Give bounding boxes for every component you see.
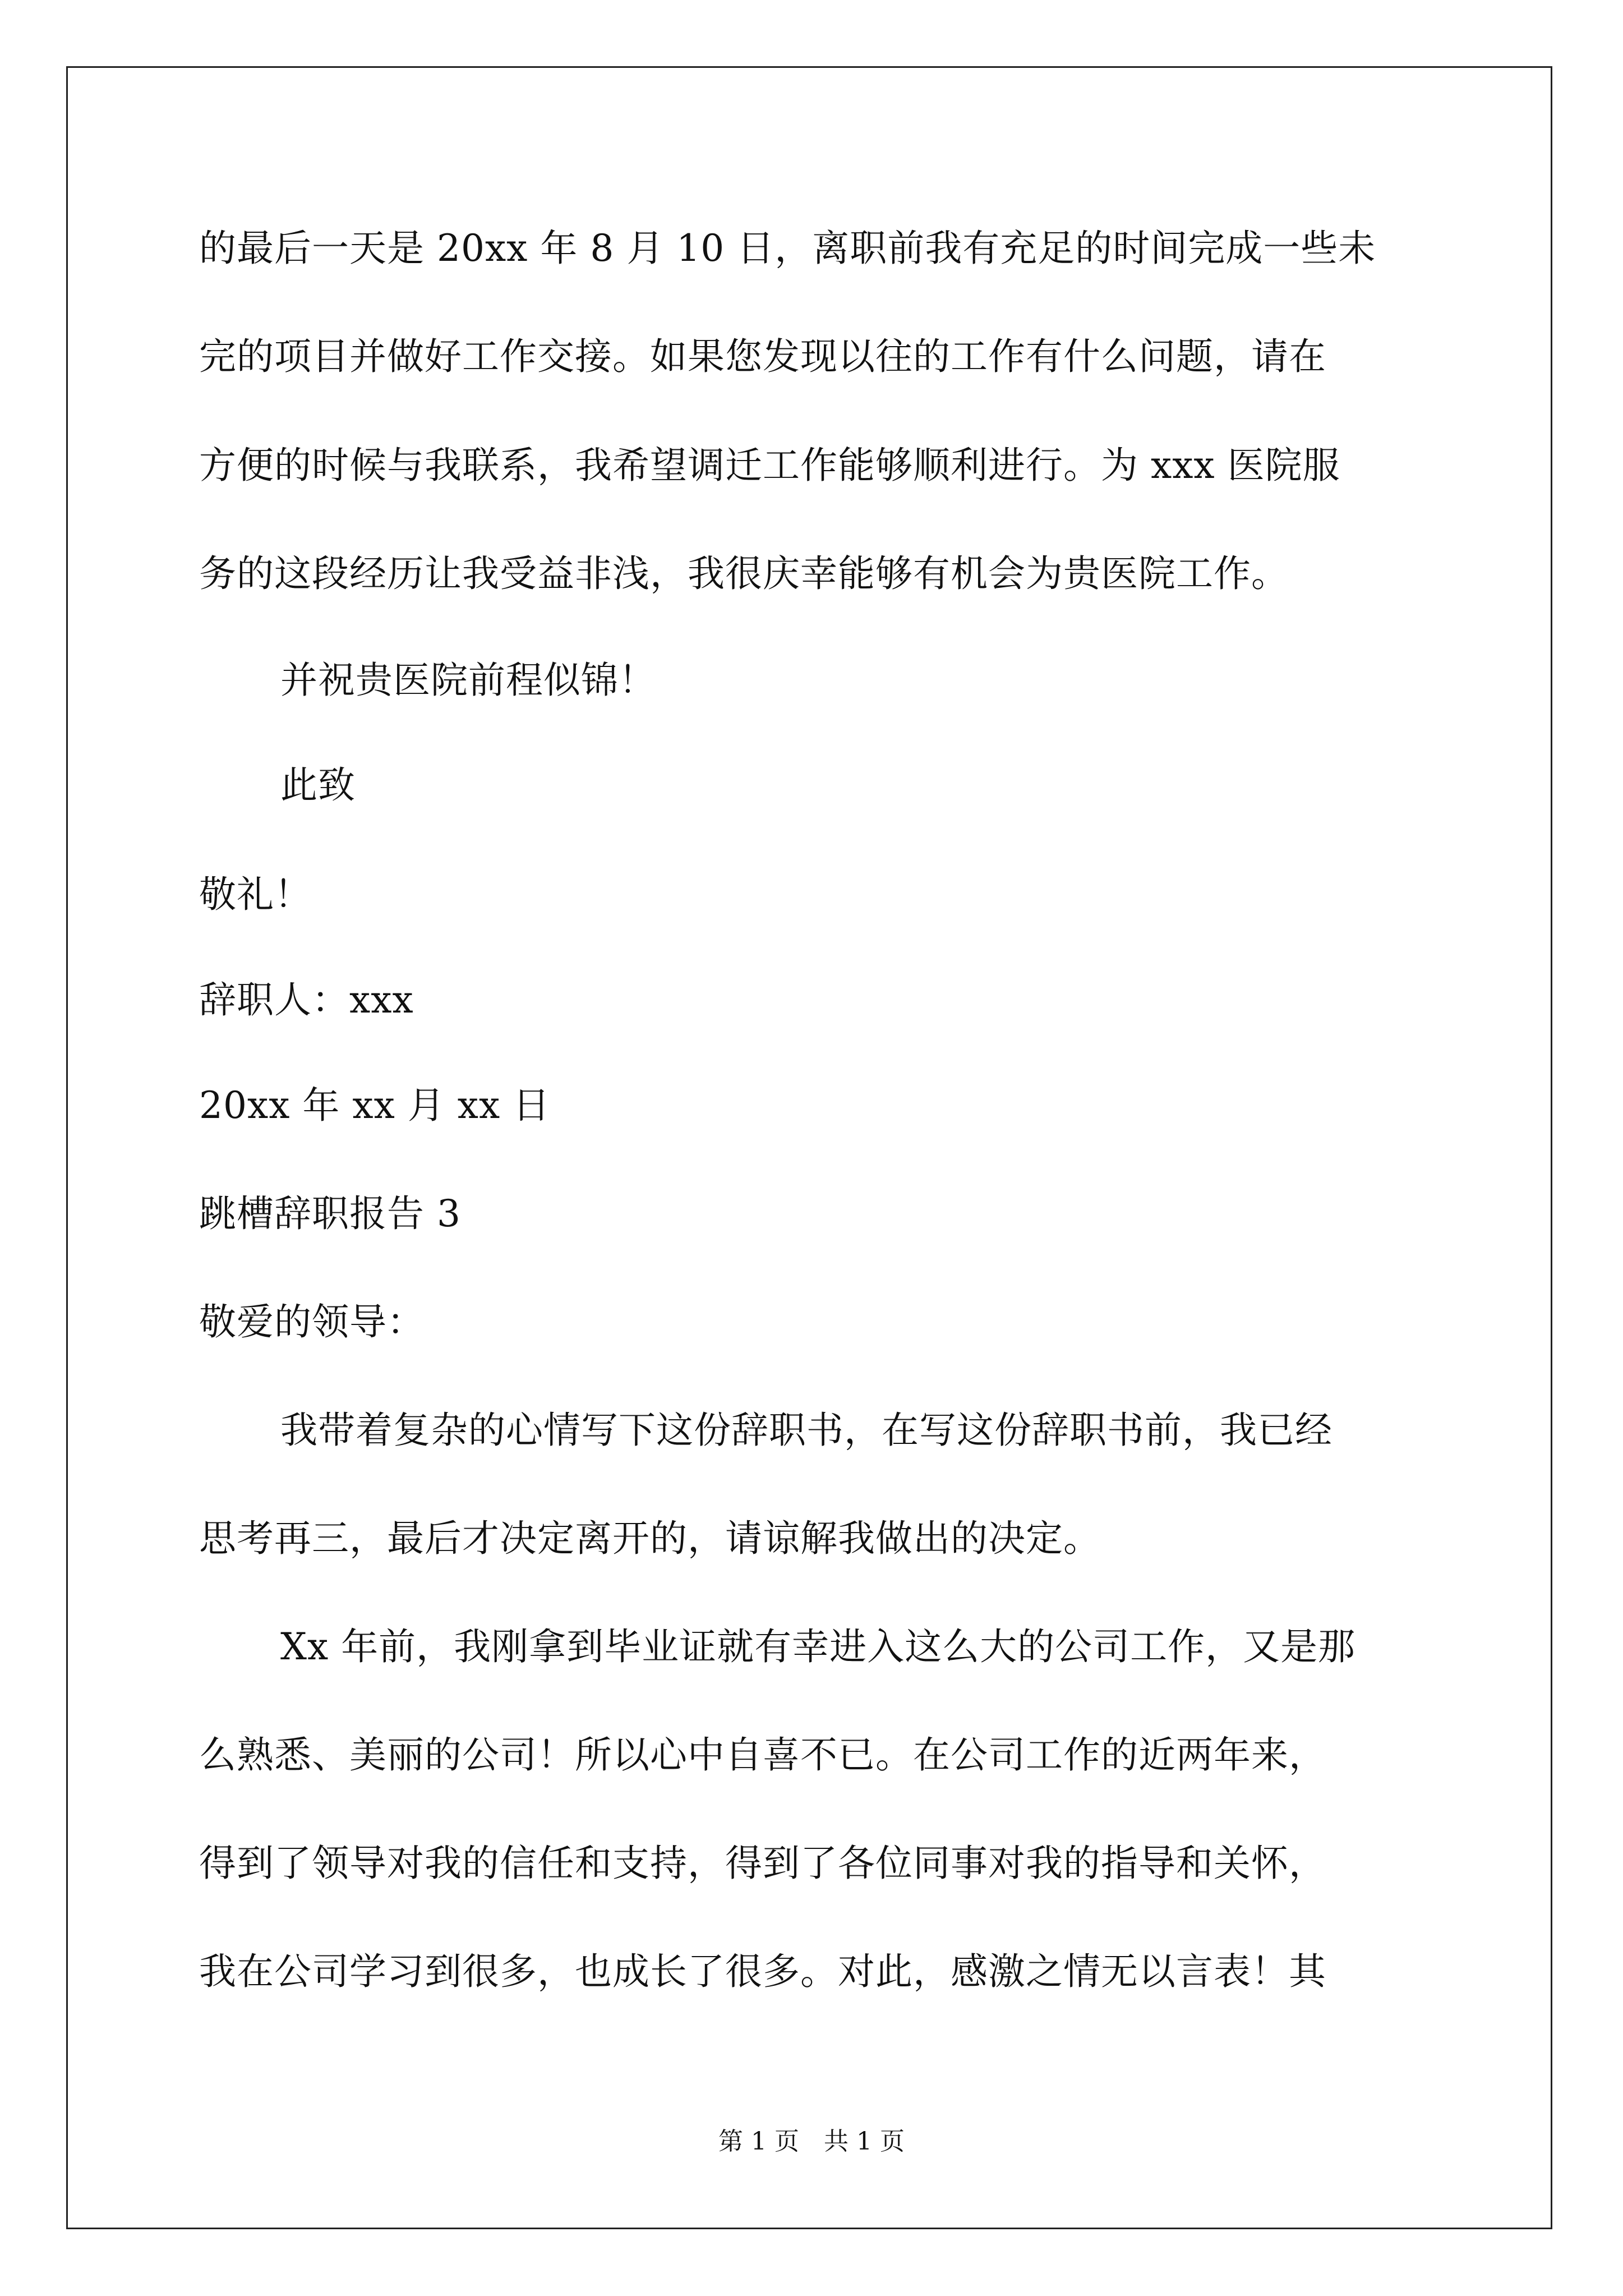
page-number-footer: 第 1 页 共 1 页 [718,2127,905,2156]
signature-line: 辞职人：xxx [199,978,414,1022]
body-text-line: Xx 年前，我刚拿到毕业证就有幸进入这么大的公司工作，又是那 [280,1625,1356,1668]
body-text-line: 我在公司学习到很多，也成长了很多。对此，感激之情无以言表！其 [199,1950,1326,1993]
closing-salutation: 敬礼！ [199,873,312,916]
body-text-line: 方便的时候与我联系，我希望调迁工作能够顺利进行。为 xxx 医院服 [199,444,1340,487]
body-text-line: 我带着复杂的心情写下这份辞职书，在写这份辞职书前，我已经 [280,1409,1332,1452]
body-text-line: 得到了领导对我的信任和支持，得到了各位同事对我的指导和关怀， [199,1842,1326,1885]
page-border [66,66,1552,2229]
closing-salutation: 此致 [280,763,356,807]
body-text-line: 务的这段经历让我受益非浅，我很庆幸能够有机会为贵医院工作。 [199,552,1289,595]
date-line: 20xx 年 xx 月 xx 日 [199,1084,551,1127]
body-text-line: 并祝贵医院前程似锦！ [280,659,656,702]
greeting-line: 敬爱的领导： [199,1300,425,1343]
section-title: 跳槽辞职报告 3 [199,1192,461,1235]
body-text-line: 么熟悉、美丽的公司！所以心中自喜不已。在公司工作的近两年来， [199,1733,1326,1777]
body-text-line: 完的项目并做好工作交接。如果您发现以往的工作有什么问题，请在 [199,335,1326,378]
body-text-line: 的最后一天是 20xx 年 8 月 10 日，离职前我有充足的时间完成一些未 [199,227,1376,270]
body-text-line: 思考再三，最后才决定离开的，请谅解我做出的决定。 [199,1517,1101,1560]
